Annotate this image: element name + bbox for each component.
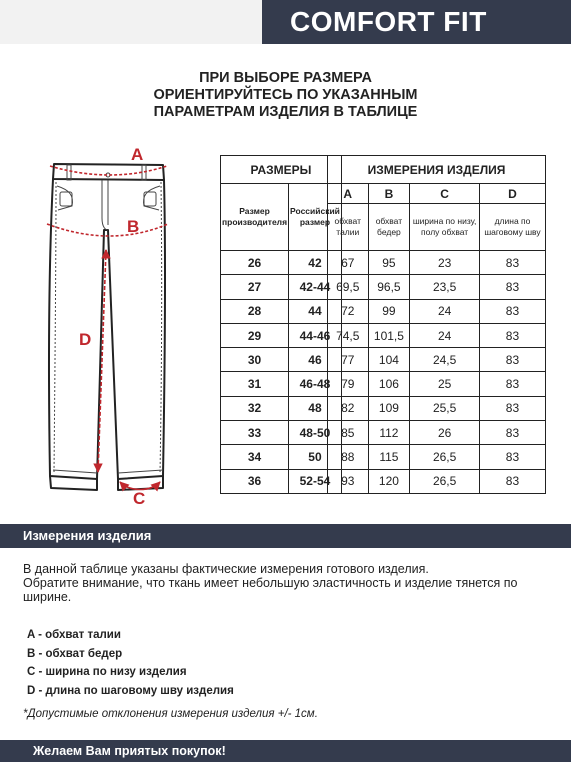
- legend-item-b: B - обхват бедер: [27, 647, 123, 660]
- cell-waist: 93: [328, 469, 369, 493]
- label-c: C: [133, 489, 146, 508]
- cell-hips: 95: [368, 251, 410, 275]
- cell-hips: 109: [368, 396, 410, 420]
- cell-russian-size: 42: [289, 251, 342, 275]
- cell-russian-size: 50: [289, 445, 342, 469]
- cell-hem-width: 24: [410, 299, 480, 323]
- cell-inseam: 83: [479, 396, 545, 420]
- label-b: B: [127, 217, 140, 236]
- cell-inseam: 83: [479, 469, 545, 493]
- cell-maker-size: 36: [221, 469, 289, 493]
- cell-maker-size: 33: [221, 421, 289, 445]
- pants-outline: [49, 164, 165, 490]
- col-hips: обхват бедер: [368, 204, 410, 251]
- cell-waist: 69,5: [328, 275, 369, 299]
- cell-hem-width: 23,5: [410, 275, 480, 299]
- col-waist: обхват талии: [328, 204, 369, 251]
- cell-hem-width: 26,5: [410, 469, 480, 493]
- cell-inseam: 83: [479, 251, 545, 275]
- cell-inseam: 83: [479, 445, 545, 469]
- measurement-legend: [27, 626, 234, 700]
- cell-hips: 104: [368, 348, 410, 372]
- cell-hips: 96,5: [368, 275, 410, 299]
- cell-inseam: 83: [479, 421, 545, 445]
- cell-inseam: 83: [479, 275, 545, 299]
- cell-waist: 88: [328, 445, 369, 469]
- cell-maker-size: 26: [221, 251, 289, 275]
- cell-maker-size: 28: [221, 299, 289, 323]
- cell-russian-size: 42-44: [289, 275, 342, 299]
- brand-title: COMFORT FIT: [262, 0, 571, 44]
- cell-waist: 82: [328, 396, 369, 420]
- table-row: [328, 348, 546, 372]
- table-row: [221, 251, 342, 275]
- cell-maker-size: 34: [221, 445, 289, 469]
- cell-maker-size: 32: [221, 396, 289, 420]
- label-a: A: [131, 145, 144, 164]
- cell-russian-size: 48-50: [289, 421, 342, 445]
- col-hem-width: ширина по низу, полу обхват: [410, 204, 480, 251]
- legend-item-a: A - обхват талии: [27, 629, 121, 641]
- table-row: [328, 445, 546, 469]
- headline: [80, 70, 491, 121]
- table-row: [221, 299, 342, 323]
- table-row: [328, 396, 546, 420]
- table-row: [328, 323, 546, 347]
- cell-waist: 67: [328, 251, 369, 275]
- pants-diagram: [30, 140, 180, 510]
- cell-hips: 112: [368, 421, 410, 445]
- cell-inseam: 83: [479, 323, 545, 347]
- table-row: [328, 251, 546, 275]
- cell-waist: 79: [328, 372, 369, 396]
- measurements-header: ИЗМЕРЕНИЯ ИЗДЕЛИЯ: [328, 156, 546, 184]
- intro-line: В данной таблице указаны фактические измерения готового изделия.: [23, 562, 429, 576]
- table-row: [221, 275, 342, 299]
- sizes-header: РАЗМЕРЫ: [221, 156, 342, 184]
- col-letter-d: D: [479, 184, 545, 204]
- headline-line: ПАРАМЕТРАМ ИЗДЕЛИЯ В ТАБЛИЦЕ: [153, 104, 418, 120]
- table-row: [221, 372, 342, 396]
- section-bar: [0, 524, 571, 548]
- table-row: [221, 421, 342, 445]
- cell-inseam: 83: [479, 299, 545, 323]
- table-row: [221, 469, 342, 493]
- col-letter-c: C: [410, 184, 480, 204]
- legend-item-c: C - ширина по низу изделия: [27, 666, 187, 678]
- measurement-rows: [328, 251, 546, 494]
- cell-russian-size: 46: [289, 348, 342, 372]
- intro-text: [23, 562, 543, 604]
- footer-bar: Желаем Вам приятых покупок!: [0, 740, 571, 762]
- waist-measure-line: [50, 166, 167, 175]
- cell-hem-width: 26,5: [410, 445, 480, 469]
- cell-hem-width: 24,5: [410, 348, 480, 372]
- label-d: D: [79, 330, 92, 349]
- cell-hem-width: 24: [410, 323, 480, 347]
- size-rows: [221, 251, 342, 494]
- col-maker-size: Размер производителя: [221, 184, 289, 251]
- intro-line: Обратите внимание, что ткань имеет небольшую эластичность и изделие тянется по ширине.: [23, 576, 518, 604]
- pants-details: [53, 165, 163, 474]
- cell-hem-width: 23: [410, 251, 480, 275]
- cell-waist: 74,5: [328, 323, 369, 347]
- table-row: [328, 469, 546, 493]
- table-row: [328, 421, 546, 445]
- table-row: [221, 348, 342, 372]
- cell-hips: 120: [368, 469, 410, 493]
- cell-russian-size: 52-54: [289, 469, 342, 493]
- table-row: [221, 396, 342, 420]
- cell-hem-width: 26: [410, 421, 480, 445]
- cell-waist: 72: [328, 299, 369, 323]
- cell-russian-size: 48: [289, 396, 342, 420]
- col-inseam: длина по шаговому шву: [479, 204, 545, 251]
- cell-waist: 77: [328, 348, 369, 372]
- measurements-table: [327, 155, 546, 494]
- cell-inseam: 83: [479, 372, 545, 396]
- cell-hips: 101,5: [368, 323, 410, 347]
- table-row: [328, 275, 546, 299]
- cell-hem-width: 25,5: [410, 396, 480, 420]
- table-row: [328, 299, 546, 323]
- cell-russian-size: 46-48: [289, 372, 342, 396]
- top-bar: [0, 0, 571, 44]
- legend-item-d: D - длина по шаговому шву изделия: [27, 684, 234, 697]
- section-title: Измерения изделия: [23, 528, 152, 543]
- cell-maker-size: 30: [221, 348, 289, 372]
- cell-russian-size: 44: [289, 299, 342, 323]
- col-letter-b: B: [368, 184, 410, 204]
- cell-waist: 85: [328, 421, 369, 445]
- table-row: [221, 445, 342, 469]
- headline-line: ПРИ ВЫБОРЕ РАЗМЕРА: [199, 70, 372, 86]
- headline-line: ОРИЕНТИРУЙТЕСЬ ПО УКАЗАННЫМ: [153, 87, 418, 103]
- table-row: [221, 323, 342, 347]
- sizes-table: [220, 155, 342, 494]
- cell-inseam: 83: [479, 348, 545, 372]
- cell-hips: 106: [368, 372, 410, 396]
- cell-hips: 115: [368, 445, 410, 469]
- table-row: [328, 372, 546, 396]
- cell-maker-size: 31: [221, 372, 289, 396]
- tolerance-note: *Допустимые отклонения измерения изделия +/- 1см.: [23, 708, 318, 720]
- cell-hips: 99: [368, 299, 410, 323]
- col-letter-a: A: [328, 184, 369, 204]
- cell-maker-size: 27: [221, 275, 289, 299]
- cell-hem-width: 25: [410, 372, 480, 396]
- col-russian-size: Российский размер: [289, 184, 342, 251]
- cell-maker-size: 29: [221, 323, 289, 347]
- cell-russian-size: 44-46: [289, 323, 342, 347]
